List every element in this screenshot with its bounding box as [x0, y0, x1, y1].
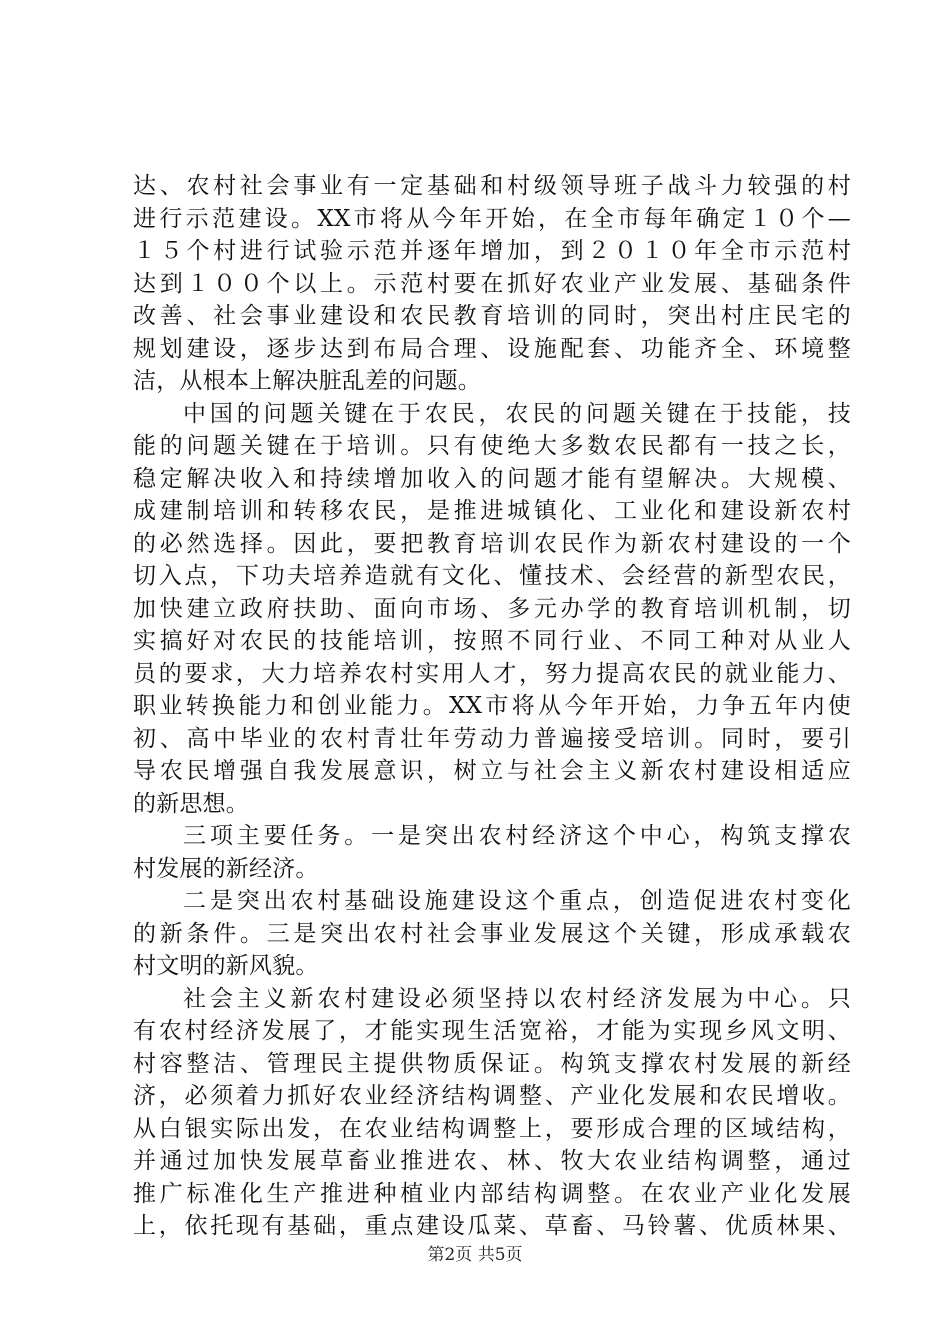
text-line: 改善、社会事业建设和农民教育培训的同时，突出村庄民宅的: [133, 303, 851, 329]
text-line: 达、农村社会事业有一定基础和村级领导班子战斗力较强的村: [133, 173, 851, 199]
text-line: 推广标准化生产推进种植业内部结构调整。在农业产业化发展: [133, 1180, 851, 1207]
text-line: 加快建立政府扶助、面向市场、多元办学的教育培训机制，切: [133, 595, 851, 622]
text-line: 从白银实际出发，在农业结构调整上，要形成合理的区域结构，: [133, 1115, 851, 1142]
text-line: １５个村进行试验示范并逐年增加，到２０１０年全市示范村: [133, 238, 851, 264]
paragraph-first-line: 三项主要任务。一是突出农村经济这个中心，构筑支撑农: [183, 823, 851, 849]
paragraph-first-line: 二是突出农村基础设施建设这个重点，创造促进农村变化: [183, 888, 851, 914]
document-body: [133, 170, 851, 1243]
text-line: 达到１００个以上。示范村要在抓好农业产业发展、基础条件: [133, 270, 851, 297]
text-line: 成建制培训和转移农民，是推进城镇化、工业化和建设新农村: [133, 498, 851, 524]
text-line: 村容整洁、管理民主提供物质保证。构筑支撑农村发展的新经: [133, 1050, 851, 1077]
text-line: 上，依托现有基础，重点建设瓜菜、草畜、马铃薯、优质林果、: [133, 1213, 851, 1239]
text-line: 切入点，下功夫培养造就有文化、懂技术、会经营的新型农民，: [133, 563, 851, 589]
text-line: 职业转换能力和创业能力。XX市将从今年开始，力争五年内使: [133, 693, 851, 719]
text-line: 的必然选择。因此，要把教育培训农民作为新农村建设的一个: [133, 530, 851, 557]
text-line: 洁，从根本上解决脏乱差的问题。: [133, 368, 481, 394]
text-line: 规划建设，逐步达到布局合理、设施配套、功能齐全、环境整: [133, 335, 851, 362]
text-line: 的新条件。三是突出农村社会事业发展这个关键，形成承载农: [133, 920, 851, 947]
paragraph-first-line: 中国的问题关键在于农民，农民的问题关键在于技能，技: [183, 400, 851, 427]
text-line: 村文明的新风貌。: [133, 953, 319, 979]
text-line: 实搞好对农民的技能培训，按照不同行业、不同工种对从业人: [133, 628, 851, 654]
text-line: 导农民增强自我发展意识，树立与社会主义新农村建设相适应: [133, 758, 851, 784]
text-line: 并通过加快发展草畜业推进农、林、牧大农业结构调整，通过: [133, 1148, 851, 1174]
text-line: 员的要求，大力培养农村实用人才，努力提高农民的就业能力、: [133, 660, 851, 687]
text-line: 村发展的新经济。: [133, 855, 319, 882]
text-line: 进行示范建设。XX市将从今年开始，在全市每年确定１０个—: [133, 205, 851, 232]
text-line: 稳定解决收入和持续增加收入的问题才能有望解决。大规模、: [133, 465, 851, 492]
text-line: 济，必须着力抓好农业经济结构调整、产业化发展和农民增收。: [133, 1083, 851, 1109]
text-line: 的新思想。: [133, 790, 249, 817]
text-line: 有农村经济发展了，才能实现生活宽裕，才能为实现乡风文明、: [133, 1018, 851, 1044]
text-line: 初、高中毕业的农村青壮年劳动力普遍接受培训。同时，要引: [133, 725, 851, 752]
page-footer: 第2页 共5页: [427, 1245, 523, 1265]
text-line: 能的问题关键在于培训。只有使绝大多数农民都有一技之长，: [133, 433, 851, 459]
paragraph-first-line: 社会主义新农村建设必须坚持以农村经济发展为中心。只: [183, 985, 851, 1012]
